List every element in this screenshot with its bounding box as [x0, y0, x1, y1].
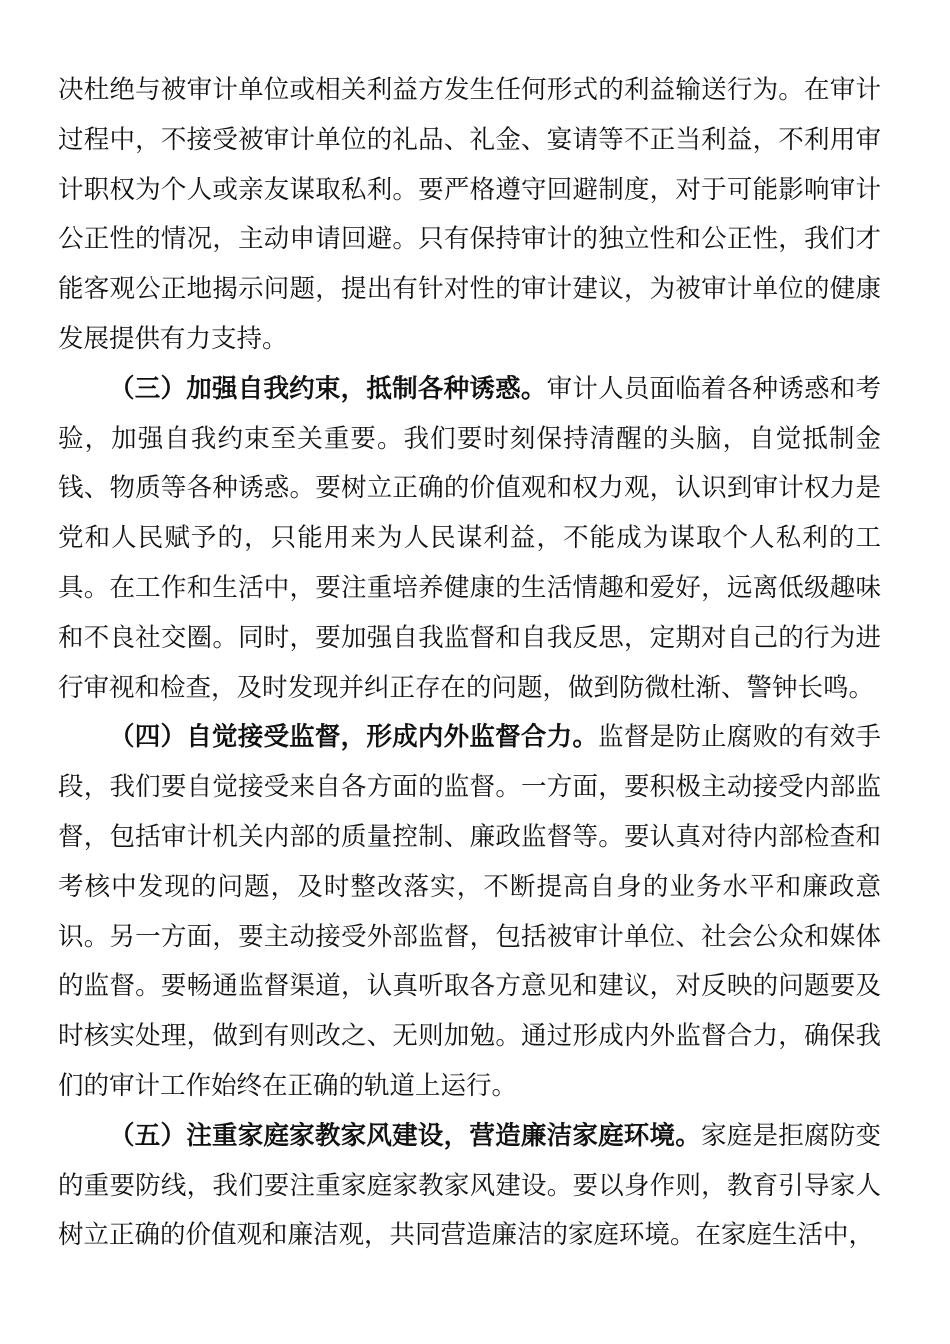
paragraph-text: 决杜绝与被审计单位或相关利益方发生任何形式的利益输送行为。在审计过程中，不接受被审计单位的礼品、礼金、宴请等不正当利益，不利用审计职权为个人或亲友谋取私利。要严格遵守回避制度，对于可能影响审计公正性的情况，主动申请回避。只有保持审计的独立性和公正性，我们才能客观公正地揭示问题，提出有针对性的审计建议，为被审计单位的健康发展提供有力支持。: [58, 75, 881, 354]
paragraph-text: 家庭是拒腐防变的重要防线，我们要注重家庭家教家风建设。要以身作则，教育引导家人树立正确的价值观和廉洁观，共同营造廉洁的家庭环境。在家庭生活中，: [58, 1120, 881, 1251]
paragraph-section-4: [58, 713, 881, 1111]
paragraph-text: 监督是防止腐败的有效手段，我们要自觉接受来自各方面的监督。一方面，要积极主动接受内部监督，包括审计机关内部的质量控制、廉政监督等。要认真对待内部检查和考核中发现的问题，及时整改落实，不断提高自身的业务水平和廉政意识。另一方面，要主动接受外部监督，包括被审计单位、社会公众和媒体的监督。要畅通监督渠道，认真听取各方意见和建议，对反映的问题要及时核实处理，做到有则改之、无则加勉。通过形成内外监督合力，确保我们的审计工作始终在正确的轨道上运行。: [58, 722, 881, 1101]
section-heading: （四）自觉接受监督，形成内外监督合力。: [109, 722, 599, 753]
document-page: [58, 66, 881, 1261]
paragraph-text: 审计人员面临着各种诱惑和考验，加强自我约束至关重要。我们要时刻保持清醒的头脑，自觉抵制金钱、物质等各种诱惑。要树立正确的价值观和权力观，认识到审计权力是党和人民赋予的，只能用来为人民谋利益，不能成为谋取个人私利的工具。在工作和生活中，要注重培养健康的生活情趣和爱好，远离低级趣味和不良社交圈。同时，要加强自我监督和自我反思，定期对自己的行为进行审视和检查，及时发现并纠正存在的问题，做到防微杜渐、警钟长鸣。: [58, 373, 881, 703]
section-heading: （三）加强自我约束，抵制各种诱惑。: [109, 373, 547, 404]
section-heading: （五）注重家庭家教家风建设，营造廉洁家庭环境。: [109, 1120, 702, 1151]
paragraph-continuation: [58, 66, 881, 365]
paragraph-section-5: [58, 1112, 881, 1261]
paragraph-section-3: [58, 365, 881, 714]
